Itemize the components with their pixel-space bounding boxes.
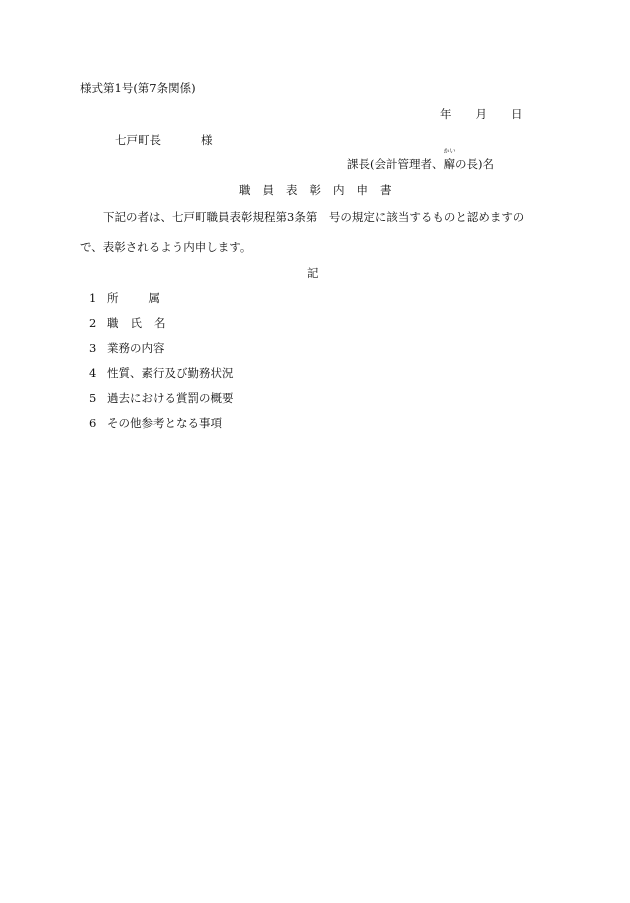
list-item xyxy=(89,341,165,355)
date-day: 日 xyxy=(511,107,523,121)
item-number: 1 xyxy=(89,291,97,305)
list-item xyxy=(89,416,222,430)
body-line-2: で、表彰されるよう内申します。 xyxy=(80,240,252,254)
sender-ruby xyxy=(443,148,456,171)
item-label: 過去における賞罰の概要 xyxy=(107,391,234,405)
item-label: 性質、素行及び勤務状況 xyxy=(107,366,234,380)
sender-ruby-reading: かい xyxy=(443,148,456,155)
record-label: 記 xyxy=(307,266,319,280)
item-number: 4 xyxy=(89,366,97,380)
item-label: 所属 xyxy=(107,291,190,305)
sender-line xyxy=(347,148,494,171)
body-line-1: 下記の者は、七戸町職員表彰規程第3条第 号の規定に該当するものと認めますの xyxy=(103,210,525,224)
form-number: 様式第1号(第7条関係) xyxy=(80,81,196,95)
item-label: 業務の内容 xyxy=(107,341,165,355)
sender-ruby-base: 廨 xyxy=(443,157,455,171)
list-item xyxy=(89,291,190,305)
date-line xyxy=(440,107,523,121)
date-year: 年 xyxy=(440,107,452,121)
list-item xyxy=(89,316,178,330)
item-label: その他参考となる事項 xyxy=(107,416,222,430)
item-label: 職氏名 xyxy=(107,316,178,330)
sender-prefix: 課長(会計管理者、 xyxy=(347,157,444,171)
document-title: 職員表彰内申書 xyxy=(239,183,404,197)
addressee-line xyxy=(115,133,213,147)
item-number: 3 xyxy=(89,341,97,355)
item-number: 2 xyxy=(89,316,97,330)
addressee-honorific: 様 xyxy=(201,133,213,147)
list-item xyxy=(89,391,234,405)
sender-suffix: の長)名 xyxy=(455,157,494,171)
list-item xyxy=(89,366,234,380)
item-number: 6 xyxy=(89,416,97,430)
item-number: 5 xyxy=(89,391,97,405)
date-month: 月 xyxy=(475,107,487,121)
addressee-name: 七戸町長 xyxy=(115,133,161,147)
